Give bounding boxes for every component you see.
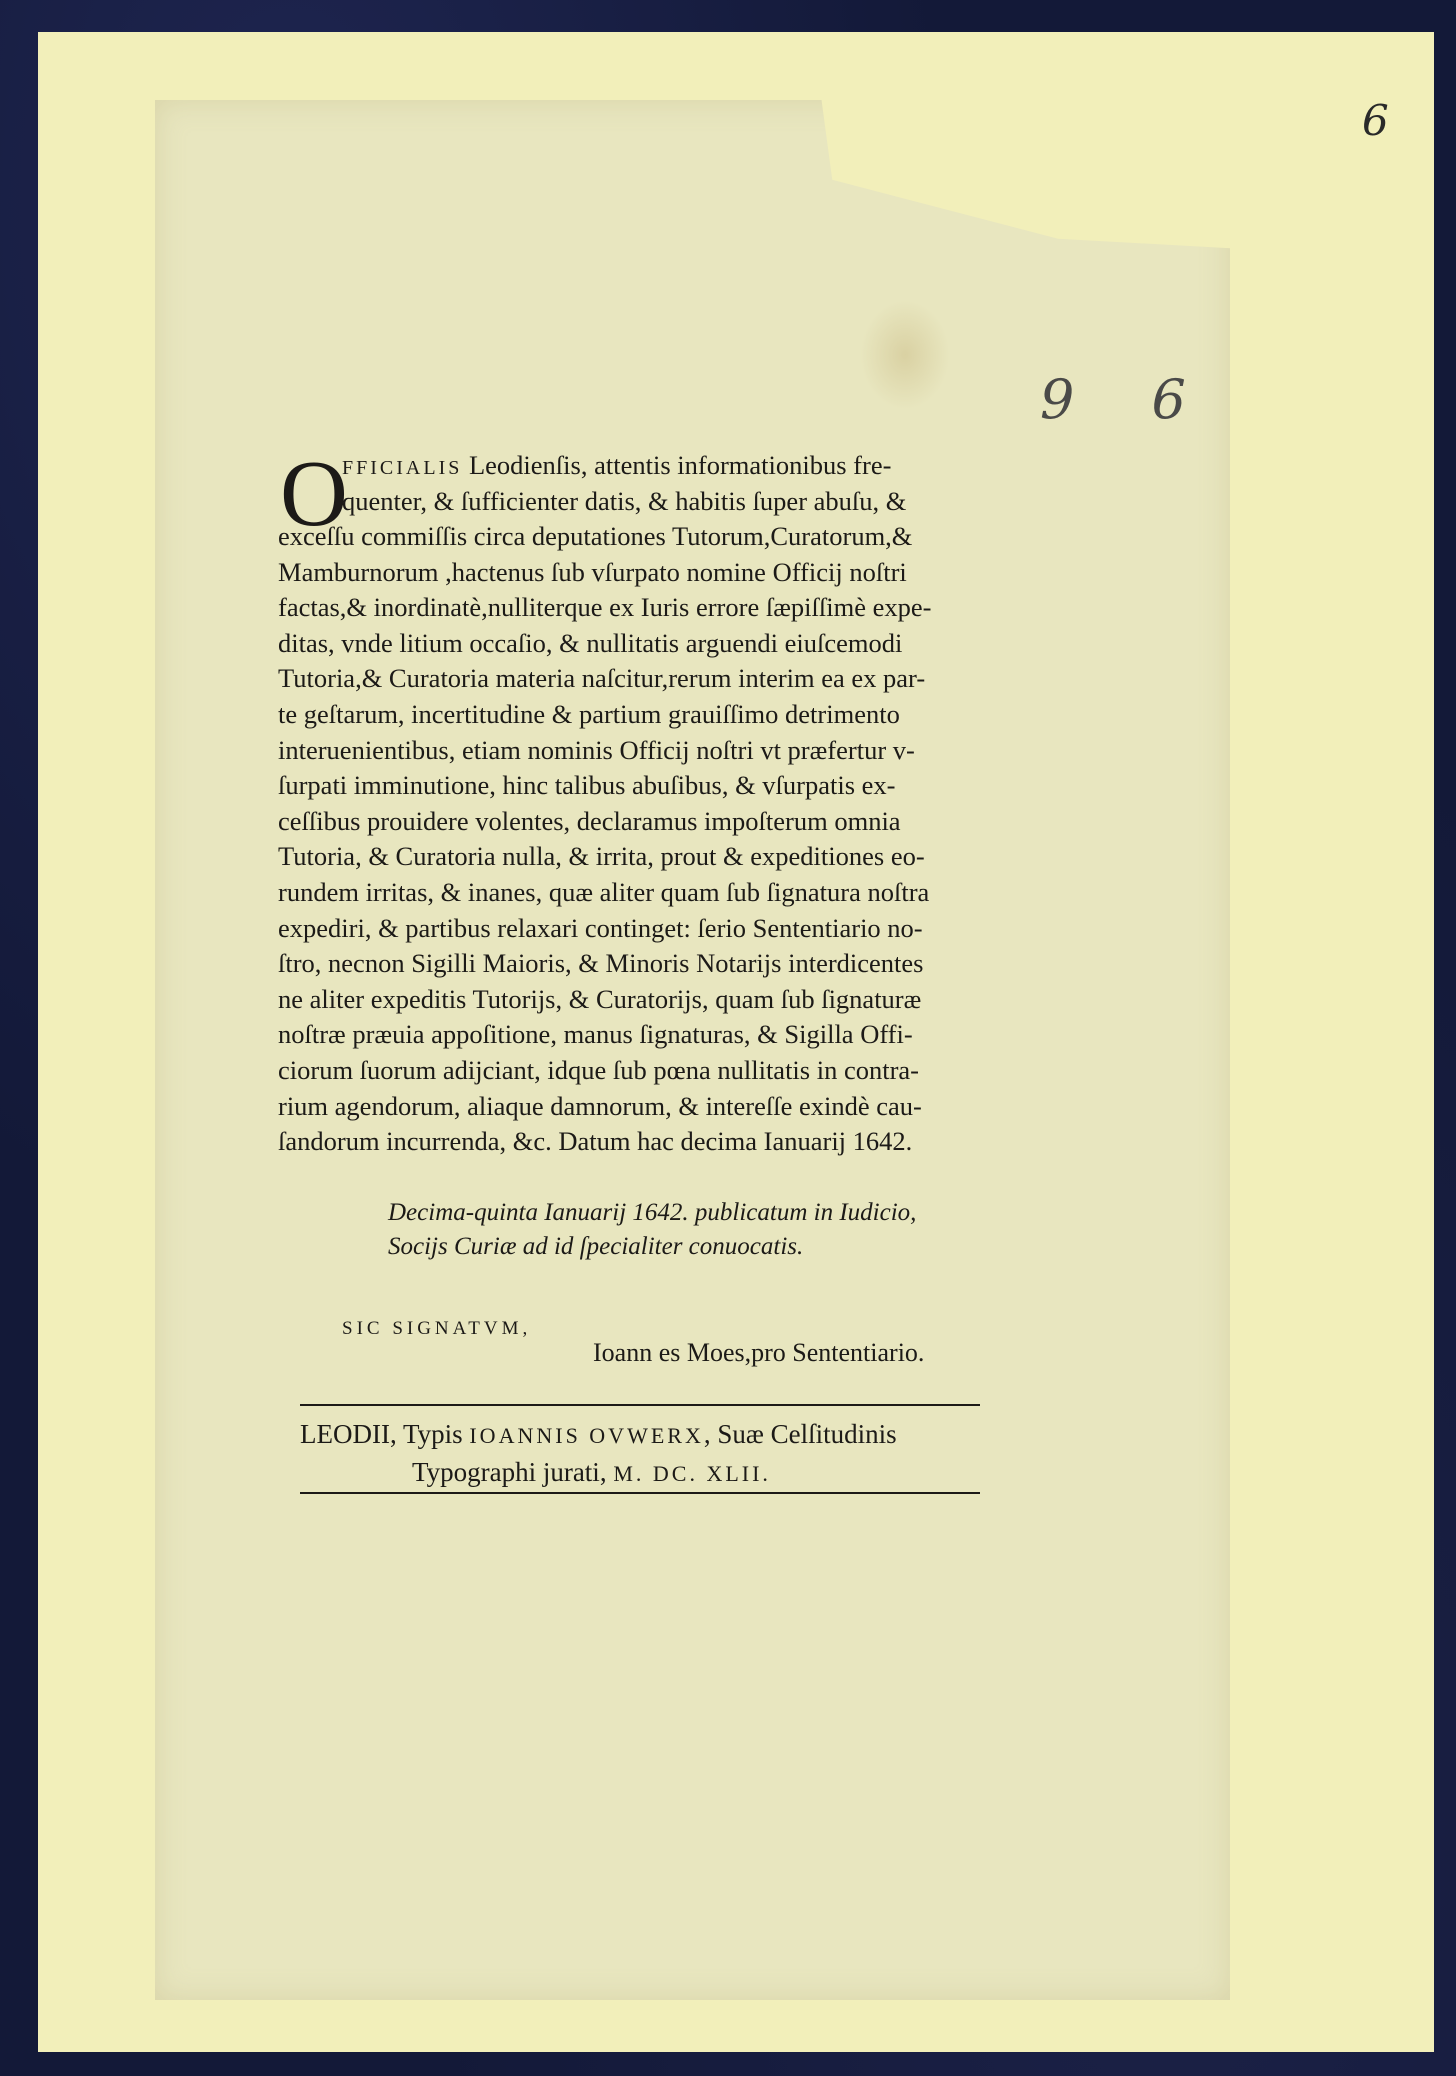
publication-note [388, 1196, 1008, 1264]
signatory-name: Ioann es Moes,pro Sententiario. [593, 1338, 925, 1367]
opening-line-2: quenter, & ſufficienter datis, & habitis ſuper abuſu, & [342, 485, 907, 516]
decree-line: interuenientibus, etiam nominis Officij noſtri vt præfertur v- [278, 734, 915, 765]
decree-line: expediri, & partibus relaxari continget: ſerio Sententiario no- [278, 912, 923, 943]
decree-line: Tutoria,& Curatoria materia naſcitur,rerum interim ea ex par- [278, 663, 926, 694]
printer-imprint [300, 1416, 980, 1492]
imprint-bottom-rule [300, 1492, 980, 1494]
imprint-line-1: LEODII, Typis IOANNIS OVWERX, Suæ Celſitudinis [300, 1419, 897, 1449]
decree-line: Tutoria, & Curatoria nulla, & irrita, prout & expeditiones eo- [278, 841, 925, 872]
decree-line: exceſſu commiſſis circa deputationes Tutorum,Curatorum,& [278, 521, 913, 551]
imprint-line-2: Typographi jurati, M. DC. XLII. [412, 1457, 771, 1487]
decree-line: rundem irritas, & inanes, quæ aliter quam ſub ſignatura noſtra [278, 876, 930, 907]
decree-line: factas,& inordinatè,nulliterque ex Iuris errore ſæpiſſimè expe- [278, 592, 932, 623]
decree-line: ſandorum incurrenda, &c. Datum hac decima Ianuarij 1642. [278, 1126, 913, 1157]
decree-line: ditas, vnde litium occaſio, & nullitatis arguendi eiuſcemodi [278, 627, 903, 658]
opening-line-1: FFICIALIS Leodienſis, attentis informationibus fre- [342, 450, 892, 480]
decree-body [278, 519, 978, 1160]
decree-line: te geſtarum, incertitudine & partium grauiſſimo detrimento [278, 698, 900, 729]
decree-line: noſtræ præuia appoſitione, manus ſignaturas, & Sigilla Offi- [278, 1019, 913, 1050]
decree-opening-lines [342, 448, 976, 519]
decree-line: ſtro, necnon Sigilli Maioris, & Minoris Notarijs interdicentes [278, 948, 924, 979]
decree-line: rium agendorum, aliaque damnorum, & intereſſe exindè cau- [278, 1090, 922, 1121]
decree-line: ciorum ſuorum adijciant, idque ſub pœna nullitatis in contra- [278, 1054, 920, 1085]
decree-line: ceſſibus prouidere volentes, declaramus impoſterum omnia [278, 805, 901, 836]
signature-label: SIC SIGNATVM, [342, 1318, 532, 1339]
corner-page-number: 6 [1362, 96, 1389, 145]
decree-line: ne aliter expeditis Tutorijs, & Curatorijs, quam ſub ſignaturæ [278, 983, 922, 1014]
imprint-top-rule [300, 1404, 980, 1406]
drop-capital: O [280, 442, 348, 546]
decree-line: Mamburnorum ,hactenus ſub vſurpato nomine Officij noſtri [278, 556, 907, 587]
water-stain [860, 300, 950, 410]
decree-line: ſurpati imminutione, hinc talibus abuſibus, & vſurpatis ex- [278, 770, 896, 801]
handwritten-folio-number: 9 6 [1040, 368, 1216, 431]
publication-note-line: Decima-quinta Ianuarij 1642. publicatum in Iudicio, [388, 1199, 917, 1226]
publication-note-line: Socijs Curiæ ad id ſpecialiter conuocatis. [388, 1233, 804, 1260]
